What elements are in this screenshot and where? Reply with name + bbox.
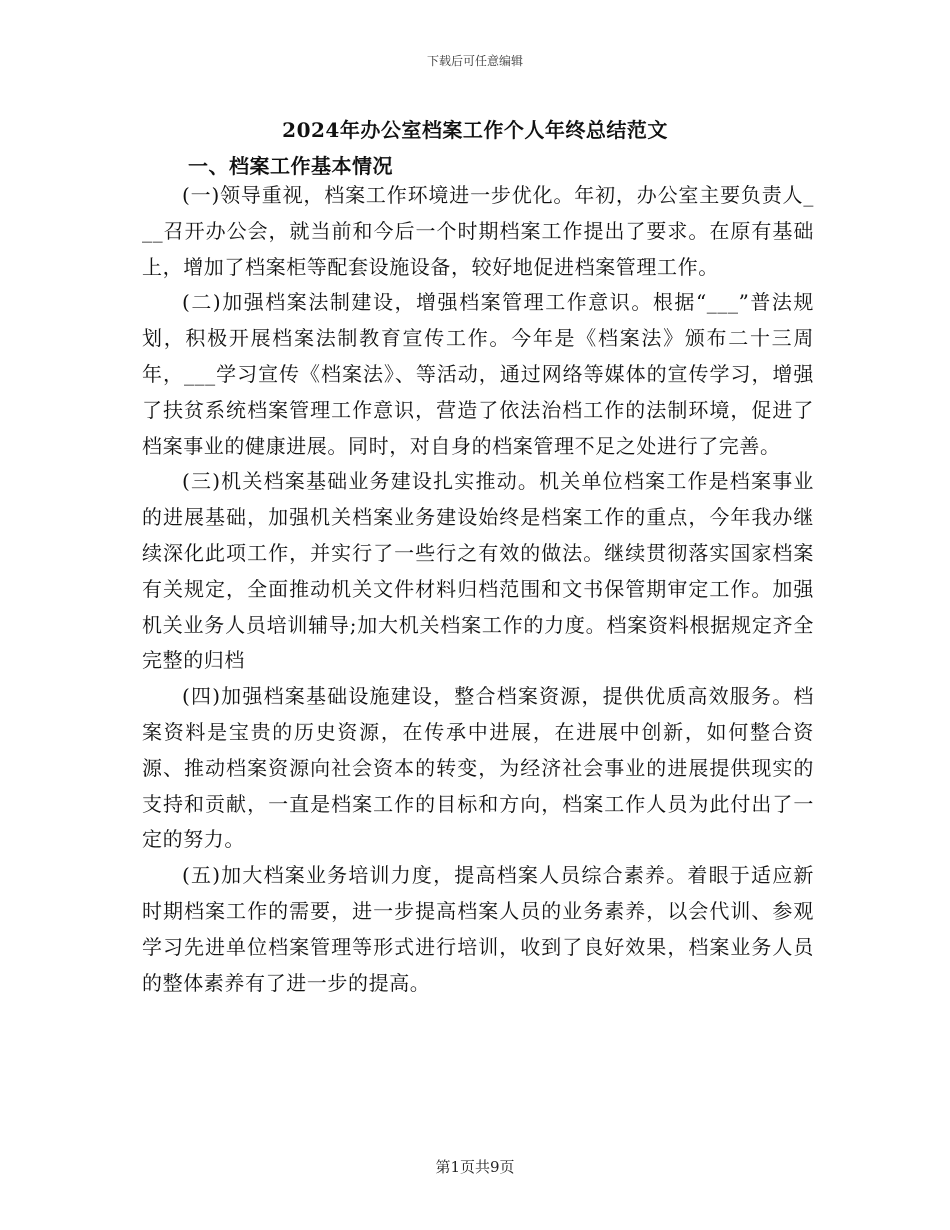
- document-title: 2024年办公室档案工作个人年终总结范文: [282, 118, 668, 142]
- paragraph-3: (三)机关档案基础业务建设扎实推动。机关单位档案工作是档案事业的进展基础，加强机关档案业务建设始终是档案工作的重点，今年我办继续深化此项工作，并实行了一些行之有效的做法。继续贯彻落实国家档案有关规定，全面推动机关文件材料归档范围和文书保管期审定工作。加强机关业务人员培训辅导;加大机关档案工作的力度。档案资料根据规定齐全完整的归档: [142, 469, 814, 673]
- section-heading: 一、档案工作基本情况: [188, 154, 393, 178]
- paragraph-5: (五)加大档案业务培训力度，提高档案人员综合素养。着眼于适应新时期档案工作的需要，进一步提高档案人员的业务素养，以会代训、参观学习先进单位档案管理等形式进行培训，收到了良好效果，档案业务人员的整体素养有了进一步的提高。: [142, 863, 814, 995]
- document-body: [142, 178, 814, 1001]
- page-number-footer: 第1页共9页: [435, 1158, 515, 1176]
- header-note: 下载后可任意编辑: [426, 54, 523, 68]
- paragraph-2: (二)加强档案法制建设，增强档案管理工作意识。根据“___”普法规划，积极开展档案法制教育宣传工作。今年是《档案法》颁布二十三周年，___学习宣传《档案法》、等活动，通过网络等媒体的宣传学习，增强了扶贫系统档案管理工作意识，营造了依法治档工作的法制环境，促进了档案事业的健康进展。同时，对自身的档案管理不足之处进行了完善。: [142, 290, 814, 458]
- paragraph-4: (四)加强档案基础设施建设，整合档案资源，提供优质高效服务。档案资料是宝贵的历史资源，在传承中进展，在进展中创新，如何整合资源、推动档案资源向社会资本的转变，为经济社会事业的进展提供现实的支持和贡献，一直是档案工作的目标和方向，档案工作人员为此付出了一定的努力。: [142, 684, 814, 852]
- paragraph-1: (一)领导重视，档案工作环境进一步优化。年初，办公室主要负责人___召开办公会，就当前和今后一个时期档案工作提出了要求。在原有基础上，增加了档案柜等配套设施设备，较好地促进档案管理工作。: [142, 183, 814, 279]
